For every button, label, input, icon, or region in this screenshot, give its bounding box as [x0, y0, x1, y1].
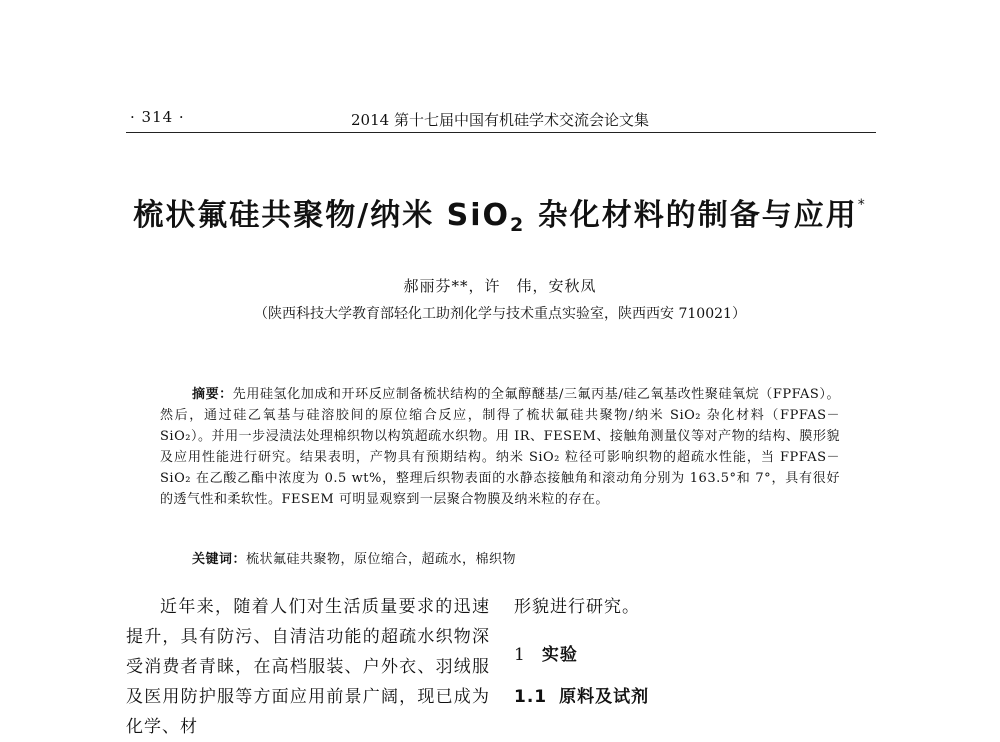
keywords-label: 关键词： [192, 552, 247, 567]
subsection-heading [514, 682, 649, 707]
authors: 郝丽芬**，许 伟，安秋凤 [403, 277, 597, 295]
subsection-title: 原料及试剂 [559, 687, 650, 707]
body-column-left [126, 592, 490, 742]
section-title: 实验 [541, 645, 578, 665]
title-subscript: 2 [510, 214, 526, 236]
body-column-right [514, 592, 878, 707]
header-rule [126, 132, 876, 133]
page-number: · 314 · [130, 108, 185, 126]
section-heading [514, 640, 578, 665]
abstract [160, 384, 840, 510]
abstract-label: 摘要： [192, 387, 233, 402]
keywords-text: 梳状氟硅共聚物，原位缩合，超疏水，棉织物 [246, 552, 517, 567]
keywords [192, 548, 516, 567]
section-number: 1 [514, 645, 526, 665]
title-main: 梳状氟硅共聚物/纳米 SiO [133, 198, 511, 233]
affiliation: （陕西科技大学教育部轻化工助剂化学与技术重点实验室，陕西西安 710021） [254, 306, 746, 322]
paper-title [0, 190, 1000, 236]
continuation-text: 形貌进行研究。 [514, 597, 640, 617]
title-footnote-mark: * [857, 197, 867, 213]
title-rest: 杂化材料的制备与应用 [525, 198, 858, 233]
subsection-number: 1.1 [514, 687, 548, 707]
abstract-text: 先用硅氢化加成和开环反应制备梳状结构的全氟醇醚基/三氟丙基/硅乙氧基改性聚硅氧烷（FPFAS）。然后，通过硅乙氧基与硅溶胶间的原位缩合反应，制得了梳状氟硅共聚物/纳米 SiO₂ 杂化材料（FPFAS－SiO₂）。并用一步浸渍法处理棉织物以构筑超疏水织物。用 IR、FESEM、接触角测量仪等对产物的结构、膜形貌及应用性能进行研究。结果表明，产物具有预期结构。纳米 SiO₂ 粒径可影响织物的超疏水性能，当 FPFAS－SiO₂ 在乙酸乙酯中浓度为 0.5 wt%，整理后织物表面的水静态接触角和滚动角分别为 163.5°和 7°，具有很好的透气性和柔软性。FESEM 可明显观察到一层聚合物膜及纳米粒的存在。 [160, 387, 840, 507]
intro-paragraph: 近年来，随着人们对生活质量要求的迅速提升，具有防污、自清洁功能的超疏水织物深受消费者青睐，在高档服装、户外衣、羽绒服及医用防护服等方面应用前景广阔，现已成为化学、材 [126, 597, 490, 737]
running-head: 2014 第十七届中国有机硅学术交流会论文集 [351, 111, 649, 129]
